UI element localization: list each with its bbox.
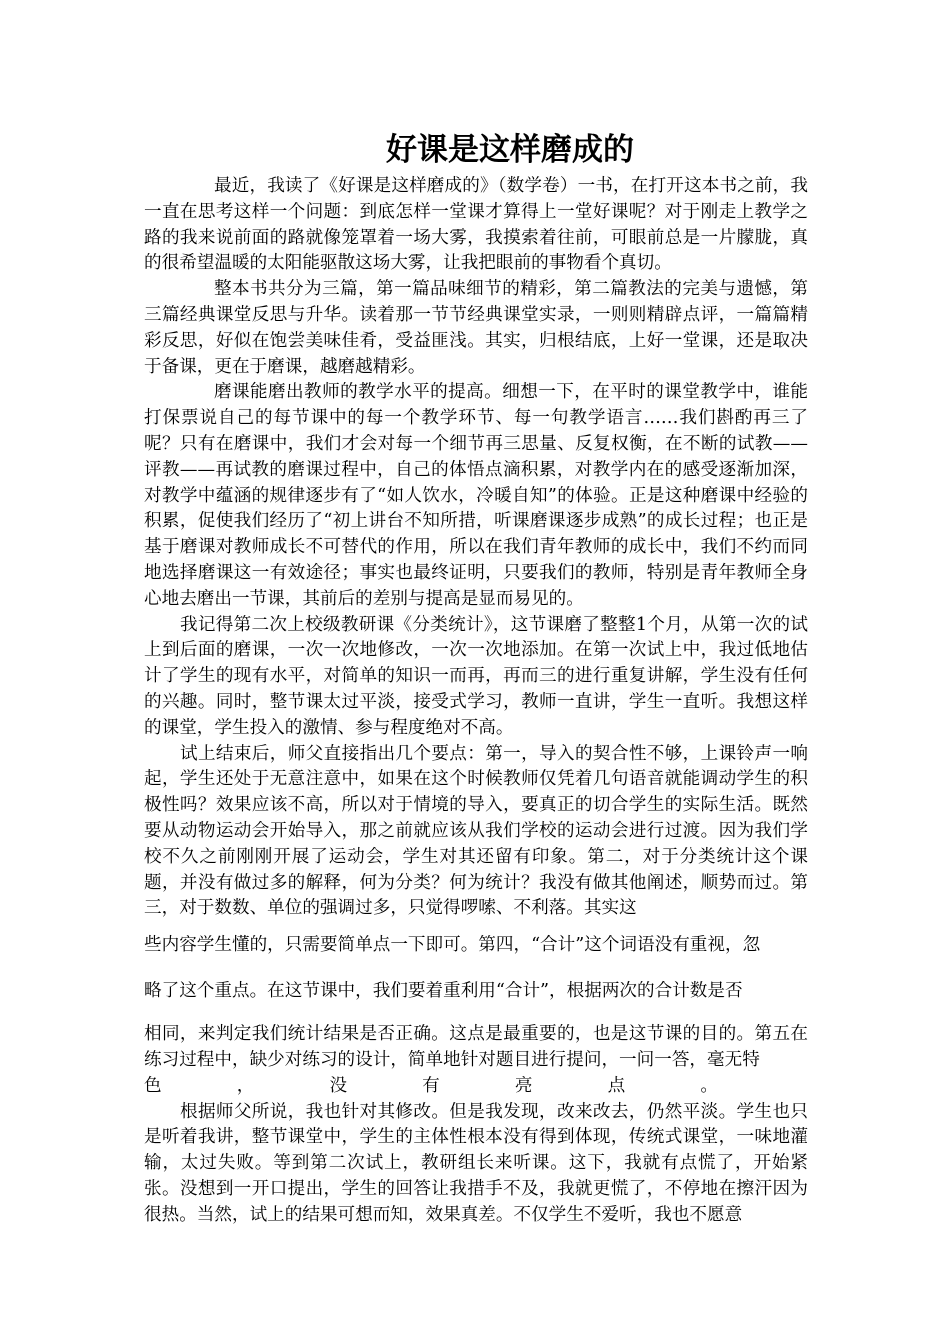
paragraph-5-line-d: 相同，来判定我们统计结果是否正确。这点是最重要的，也是这节课的目的。第五在练习过程中，缺少对练习的设计，简单地针对题目进行提问，一问一答，毫无特: [144, 1024, 808, 1070]
spread-char: 有: [422, 1075, 440, 1096]
spread-char: ，: [236, 1075, 255, 1096]
page-title: 好课是这样磨成的: [386, 132, 634, 168]
paragraph-5-line-c: 略了这个重点。在这节课中，我们要着重利用“合计”，根据两次的合计数是否: [144, 981, 743, 1002]
spread-char: 。: [700, 1075, 718, 1096]
paragraph-5-line-b: 些内容学生懂的，只需要简单点一下即可。第四，“合计”这个词语没有重视，忽: [144, 935, 761, 956]
paragraph-1: 最近，我读了《好课是这样磨成的》（数学卷）一书，在打开这本书之前，我一直在思考这样一个问题：到底怎样一堂课才算得上一堂好课呢？对于刚走上教学之路的我来说前面的路就像笼罩着一场大雾，我摸索着往前，可眼前总是一片朦胧，真的很希望温暖的太阳能驱散这场大雾，让我把眼前的事物看个真切。: [144, 176, 808, 274]
spread-char: 没: [329, 1075, 348, 1096]
paragraph-2: 整本书共分为三篇，第一篇品味细节的精彩，第二篇教法的完美与遗憾，第三篇经典课堂反思与升华。读着那一节节经典课堂实录，一则则精辟点评，一篇篇精彩反思，好似在饱尝美味佳肴，受益匪浅。其实，归根结底，上好一堂课，还是取决于备课，更在于磨课，越磨越精彩。: [144, 279, 808, 377]
document-body: [144, 174, 808, 1228]
paragraph-4: 我记得第二次上校级教研课《分类统计》，这节课磨了整整1个月，从第一次的试上到后面的磨课，一次一次地修改，一次一次地添加。在第一次试上中，我过低地估计了学生的现有水平，对简单的知识一而再，再而三的进行重复讲解，学生没有任何的兴趣。同时，整节课太过平淡，接受式学习，教师一直讲，学生一直听。我想这样的课堂，学生投入的激情、参与程度绝对不高。: [144, 614, 808, 738]
paragraph-3: 磨课能磨出教师的教学水平的提高。细想一下，在平时的课堂教学中，谁能打保票说自己的每节课中的每一个教学环节、每一句教学语言……我们斟酌再三了呢？只有在磨课中，我们才会对每一个细节再三思量、反复权衡，在不断的试教——评教——再试教的磨课过程中，自己的体悟点滴积累，对教学内在的感受逐渐加深，对教学中蕴涵的规律逐步有了“如人饮水，冷暖自知”的体验。正是这种磨课中经验的积累，促使我们经历了“初上讲台不知所措，听课磨课逐步成熟”的成长过程；也正是基于磨课对教师成长不可替代的作用，所以在我们青年教师的成长中，我们不约而同地选择磨课这一有效途径；事实也最终证明，只要我们的教师，特别是青年教师全身心地去磨出一节课，其前后的差别与提高是显而易见的。: [144, 382, 808, 609]
spread-char: 亮: [514, 1075, 533, 1096]
paragraph-5: 试上结束后，师父直接指出几个要点：第一，导入的契合性不够，上课铃声一响起，学生还处于无意注意中，如果在这个时候教师仅凭着几句语音就能调动学生的积极性吗？效果应该不高，所以对于情境的导入，要真正的切合学生的实际生活。既然要从动物运动会开始导入，那之前就应该从我们学校的运动会进行过渡。因为我们学校不久之前刚刚开展了运动会，学生对其还留有印象。第二，对于分类统计这个课题，并没有做过多的解释，何为分类？何为统计？我没有做其他阐述，顺势而过。第三，对于数数、单位的强调过多，只觉得啰嗦、不利落。其实这: [144, 743, 808, 919]
paragraph-6: 根据师父所说，我也针对其修改。但是我发现，改来改去，仍然平淡。学生也只是听着我讲，整节课堂中，学生的主体性根本没有得到体现，传统式课堂，一味地灌输，太过失败。等到第二次试上，教研组长来听课。这下，我就有点慌了，开始紧张。没想到一开口提出，学生的回答让我措手不及，我就更慌了，不停地在擦汗因为很热。当然，试上的结果可想而知，效果真差。不仅学生不爱听，我也不愿意: [144, 1101, 808, 1225]
spread-char: 色: [144, 1075, 162, 1096]
paragraph-5-spread-line: [144, 1074, 808, 1100]
spread-char: 点: [607, 1075, 626, 1096]
